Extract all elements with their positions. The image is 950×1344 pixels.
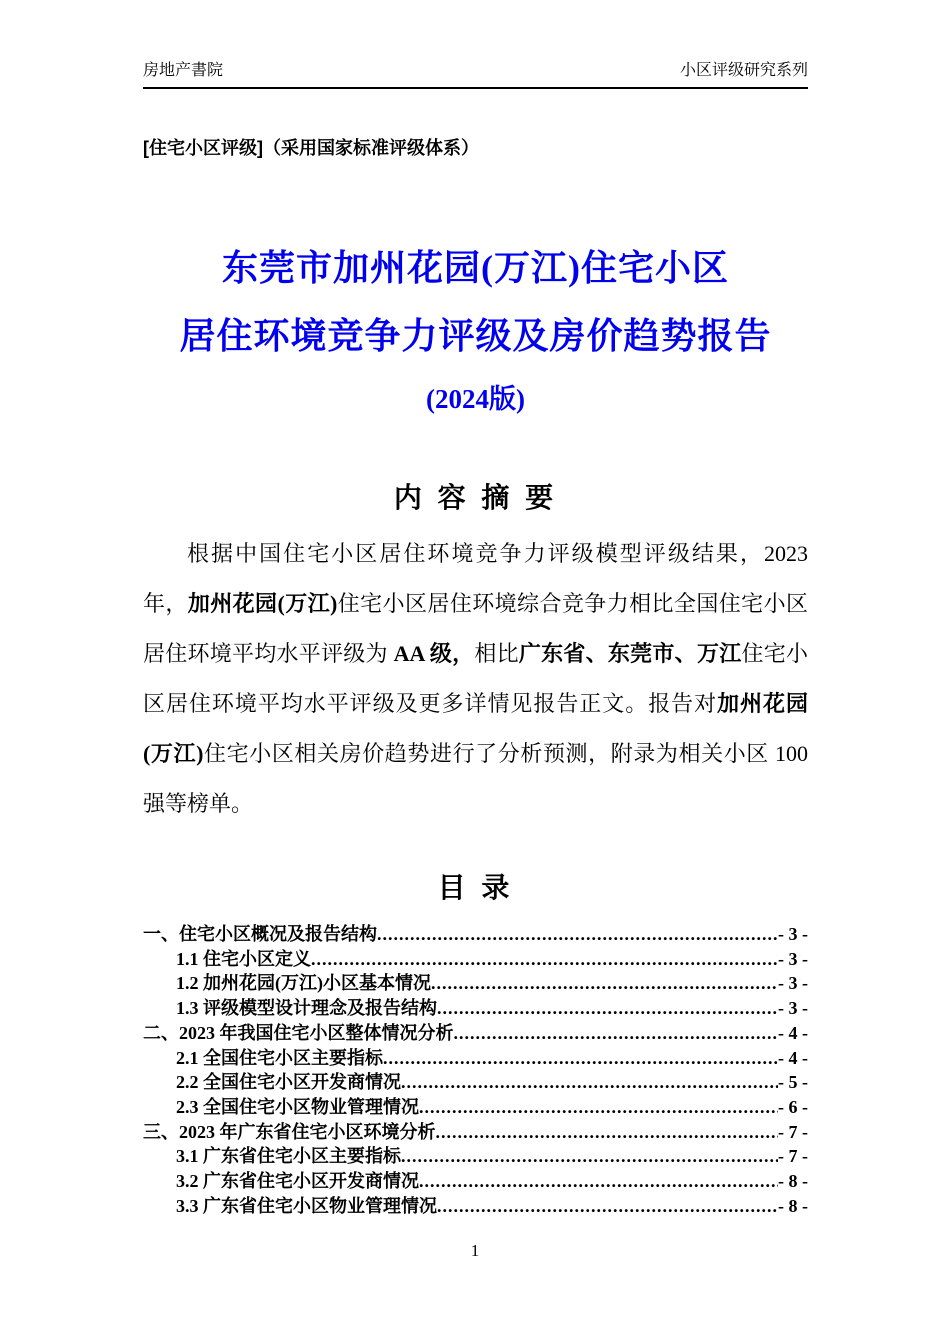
toc-entry [143, 1046, 808, 1071]
toc-dot-leader [401, 1144, 778, 1169]
abstract-paragraph [143, 529, 808, 829]
toc-dot-leader [431, 971, 778, 996]
toc-entry-page: - 8 - [778, 1171, 808, 1192]
toc-entry-label: 一、住宅小区概况及报告结构 [143, 924, 377, 944]
toc-entry [143, 947, 808, 972]
abstract-segment-bold: 加州花园(万江) [187, 591, 338, 616]
report-title-line2: 居住环境竞争力评级及房价趋势报告 [179, 316, 772, 356]
toc-entry-page: - 3 - [778, 924, 808, 944]
report-title-line1: 东莞市加州花园(万江)住宅小区 [222, 248, 729, 288]
page-content [143, 0, 808, 1218]
abstract-segment-bold: AA 级， [393, 641, 475, 666]
page-header [143, 0, 808, 89]
header-series: 小区评级研究系列 [679, 62, 808, 79]
toc-dot-leader [454, 1021, 779, 1046]
toc-entry-label: 3.2 广东省住宅小区开发商情况 [176, 1171, 419, 1192]
toc-entry [143, 1021, 808, 1046]
toc-list [143, 922, 808, 1218]
abstract-heading: 内 容 摘 要 [393, 482, 558, 513]
toc-entry [143, 1070, 808, 1095]
toc-entry-label: 1.2 加州花园(万江)小区基本情况 [176, 973, 431, 994]
toc-entry [143, 996, 808, 1021]
toc-entry-page: - 6 - [778, 1096, 808, 1117]
toc-entry [143, 971, 808, 996]
abstract-segment: 根据中国住宅小区居住环境竞争力评级模型评级结果，2023 年， [143, 541, 808, 616]
abstract-segment-bold: 广东省、东莞市、万江 [518, 641, 742, 666]
toc-dot-leader [437, 1194, 778, 1219]
toc-entry-page: - 8 - [778, 1195, 808, 1216]
toc-dot-leader [377, 922, 778, 947]
toc-entry-label: 2.1 全国住宅小区主要指标 [176, 1047, 383, 1068]
toc-entry [143, 1169, 808, 1194]
toc-heading: 目 录 [437, 872, 514, 903]
toc-entry-page: - 3 - [778, 973, 808, 994]
abstract-segment-bold: 加州花园(万江) [143, 691, 808, 766]
rating-tagline: [住宅小区评级]（采用国家标准评级体系） [143, 138, 479, 158]
toc-entry-label: 2.2 全国住宅小区开发商情况 [176, 1072, 401, 1093]
toc-dot-leader [436, 1120, 779, 1145]
toc-entry-page: - 3 - [778, 948, 808, 969]
page-footer [0, 1240, 950, 1262]
toc-dot-leader [437, 996, 778, 1021]
abstract-segment: 住宅小区相关房价趋势进行了分析预测，附录为相关小区 100 强等榜单。 [143, 741, 808, 816]
toc-entry-page: - 3 - [778, 998, 808, 1019]
toc-entry [143, 1095, 808, 1120]
toc-dot-leader [419, 1169, 778, 1194]
toc-entry [143, 1120, 808, 1145]
toc-entry [143, 1144, 808, 1169]
toc-entry-label: 1.1 住宅小区定义 [176, 948, 311, 969]
toc-entry-page: - 7 - [778, 1121, 808, 1142]
header-brand: 房地产書院 [143, 62, 224, 79]
page-number: 1 [470, 1241, 480, 1260]
toc-dot-leader [419, 1095, 778, 1120]
toc-entry-page: - 4 - [778, 1047, 808, 1068]
toc-dot-leader [311, 947, 778, 972]
toc-entry-label: 三、2023 年广东省住宅小区环境分析 [143, 1121, 436, 1142]
report-title-block [143, 234, 808, 422]
toc-entry-page: - 5 - [778, 1072, 808, 1093]
abstract-segment: 相比 [474, 641, 519, 666]
toc-entry-page: - 4 - [778, 1022, 808, 1043]
toc-entry-label: 二、2023 年我国住宅小区整体情况分析 [143, 1022, 454, 1043]
toc-entry-label: 1.3 评级模型设计理念及报告结构 [176, 998, 437, 1019]
toc-entry-page: - 7 - [778, 1146, 808, 1167]
toc-entry [143, 1194, 808, 1219]
abstract-segment: 住宅小区居住环境平均水平评级及更多详情见报告正文。报告对 [143, 641, 808, 716]
abstract-segment: 住宅小区居住环境综合竞争力相比全国住宅小区居住环境平均水平评级为 [143, 591, 808, 666]
toc-dot-leader [383, 1046, 778, 1071]
report-edition: (2024版) [426, 384, 525, 414]
toc-entry-label: 3.1 广东省住宅小区主要指标 [176, 1146, 401, 1167]
toc-entry-label: 2.3 全国住宅小区物业管理情况 [176, 1096, 419, 1117]
toc-dot-leader [401, 1070, 778, 1095]
toc-entry [143, 922, 808, 947]
toc-entry-label: 3.3 广东省住宅小区物业管理情况 [176, 1195, 437, 1216]
